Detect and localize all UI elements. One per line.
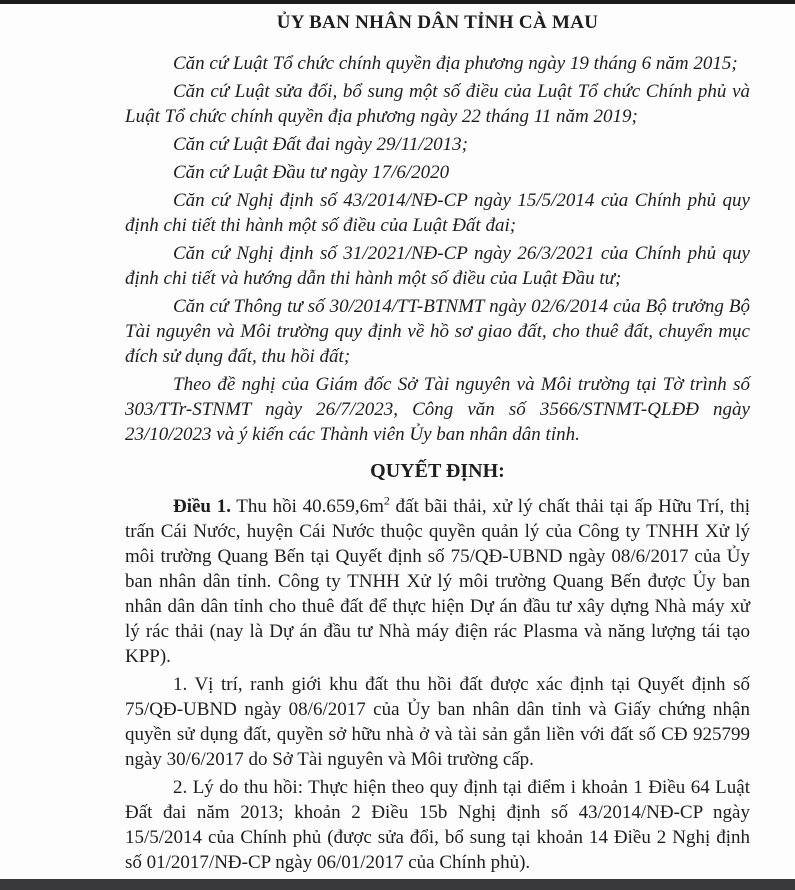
preamble-paragraph: Căn cứ Thông tư số 30/2014/TT-BTNMT ngày 02/6/2014 của Bộ trưởng Bộ Tài nguyên và Môi trường quy định về hồ sơ giao đất, cho thuê đất, chuyển mục đích sử dụng đất, thu hồi đất; xyxy=(125,296,750,367)
article-1-clause-2: 2. Lý do thu hồi: Thực hiện theo quy định tại điểm i khoản 1 Điều 64 Luật Đất đai năm 2013; khoản 2 Điều 15b Nghị định số 43/2014/NĐ-CP ngày 15/5/2014 của Chính phủ (được sửa đổi, bổ sung tại khoản 14 Điều 2 Nghị định số 01/2017/NĐ-CP ngày 06/01/2017 của Chính phủ). xyxy=(125,777,750,873)
preamble-paragraph: Căn cứ Luật Đất đai ngày 29/11/2013; xyxy=(173,134,469,155)
scan-top-edge-bar xyxy=(0,0,795,4)
preamble-paragraph: Theo đề nghị của Giám đốc Sở Tài nguyên và Môi trường tại Tờ trình số 303/TTr-STNMT ngày 26/7/2023, Công văn số 3566/STNMT-QLĐĐ ngày 23/10/2023 và ý kiến các Thành viên Ủy ban nhân dân tỉnh. xyxy=(125,374,750,445)
article-1-text-after-superscript: đất bãi thải, xử lý chất thải tại ấp Hữu Trí, thị trấn Cái Nước, huyện Cái Nước thuộc quyền quản lý của Công ty TNHH Xử lý môi trường Quang Bến tại Quyết định số 75/QĐ-UBND ngày 08/6/2017 của Ủy ban nhân dân tỉnh. Công ty TNHH Xử lý môi trường Quang Bến được Ủy ban nhân dân dân tỉnh cho thuê đất để thực hiện Dự án đầu tư xây dựng Nhà máy xử lý rác thải (nay là Dự án đầu tư Nhà máy điện rác Plasma và năng lượng tái tạo KPP). xyxy=(125,496,751,667)
article-1-clause-1: 1. Vị trí, ranh giới khu đất thu hồi đất được xác định tại Quyết định số 75/QĐ-UBND ngày 08/6/2017 của Ủy ban nhân dân tỉnh và Giấy chứng nhận quyền sử dụng đất, quyền sở hữu nhà ở và tài sản gắn liền với đất số CĐ 925799 ngày 30/6/2017 do Sở Tài nguyên và Môi trường cấp. xyxy=(125,674,750,770)
square-meter-superscript: 2 xyxy=(383,493,390,508)
scan-bottom-edge-bar xyxy=(0,879,795,890)
preamble-paragraph: Căn cứ Luật sửa đổi, bổ sung một số điều của Luật Tổ chức Chính phủ và Luật Tổ chức chính quyền địa phương ngày 22 tháng 11 năm 2019; xyxy=(125,81,750,127)
issuer-title: ỦY BAN NHÂN DÂN TỈNH CÀ MAU xyxy=(276,12,599,33)
preamble-paragraph: Căn cứ Nghị định số 31/2021/NĐ-CP ngày 26/3/2021 của Chính phủ quy định chi tiết và hướng dẫn thi hành một số điều của Luật Đầu tư; xyxy=(125,243,750,289)
decision-heading: QUYẾT ĐỊNH: xyxy=(370,460,505,482)
article-1-paragraph xyxy=(125,494,750,669)
article-1-label: Điều 1. xyxy=(173,496,231,517)
preamble-paragraph: Căn cứ Nghị định số 43/2014/NĐ-CP ngày 15/5/2014 của Chính phủ quy định chi tiết thi hành một số điều của Luật Đất đai; xyxy=(125,190,750,236)
article-1-text-before-superscript: Thu hồi 40.659,6m xyxy=(230,496,384,517)
preamble-paragraph: Căn cứ Luật Đầu tư ngày 17/6/2020 xyxy=(173,162,450,183)
preamble-paragraph: Căn cứ Luật Tổ chức chính quyền địa phương ngày 19 tháng 6 năm 2015; xyxy=(173,53,738,74)
